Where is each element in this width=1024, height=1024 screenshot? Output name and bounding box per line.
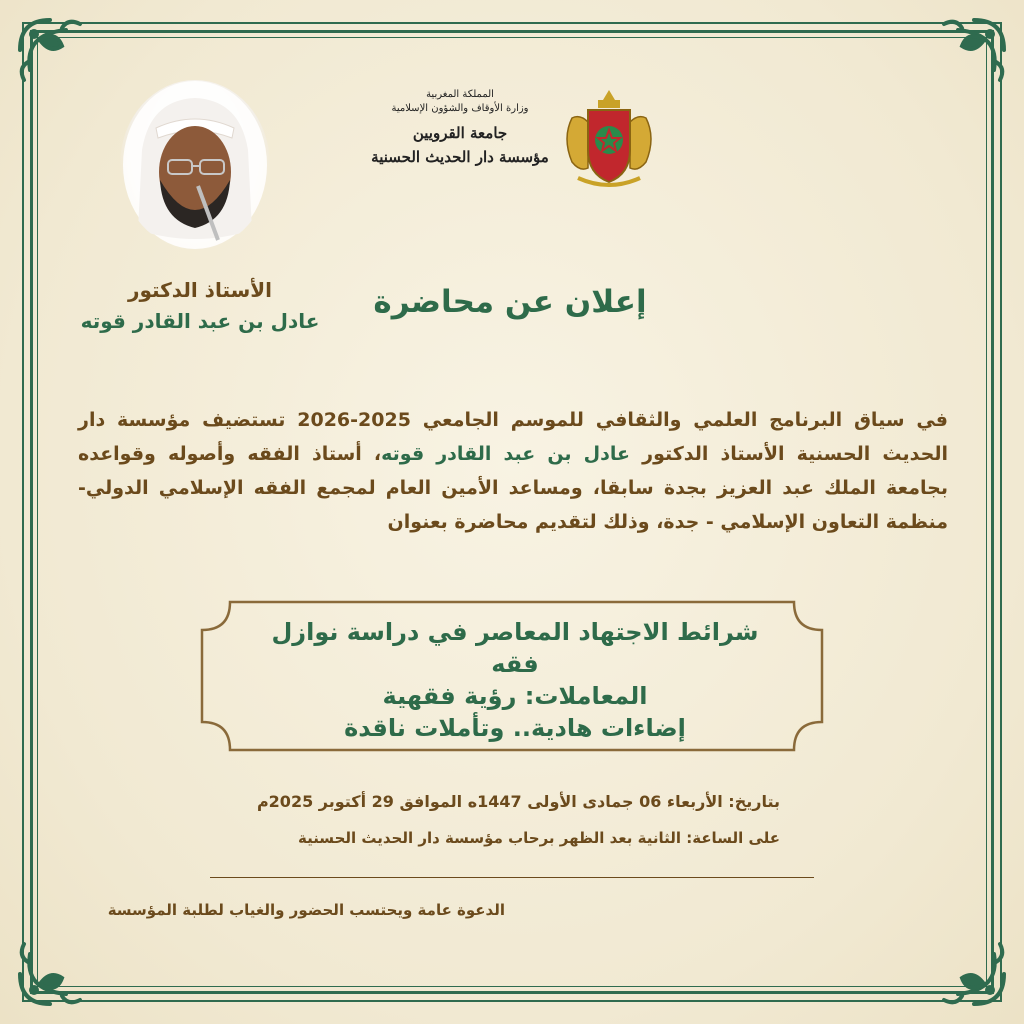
- intro-text-part2: ، أستاذ الفقه وأصوله وقواعده بجامعة الملك عبد العزيز بجدة سابقا، ومساعد الأمين العام لمجمع الفقه الإسلامي الدولي- منظمة التعاون الإسلامي - جدة، وذلك لتقديم محاضرة بعنوان: [78, 443, 948, 533]
- lecture-title: [245, 616, 785, 744]
- lecture-details: [250, 787, 780, 853]
- speaker-portrait: [120, 80, 270, 250]
- royal-coat-of-arms-icon: [558, 88, 660, 192]
- institution-header: [370, 88, 550, 168]
- corner-ornament-icon: [10, 918, 106, 1014]
- speaker-title: الأستاذ الدكتور: [127, 278, 273, 302]
- kingdom-label: المملكة المغربية: [426, 89, 494, 100]
- lecture-time-location: على الساعة: الثانية بعد الظهر برحاب مؤسسة دار الحديث الحسنية: [297, 829, 780, 847]
- intro-paragraph: [78, 403, 948, 539]
- lecture-title-line2: المعاملات: رؤية فقهية: [382, 682, 648, 710]
- speaker-caption: [70, 276, 330, 338]
- page-title: إعلان عن محاضرة: [373, 284, 647, 320]
- corner-ornament-icon: [10, 10, 106, 106]
- speaker-name: عادل بن عبد القادر قوته: [80, 309, 320, 333]
- intro-speaker-highlight: عادل بن عبد القادر قوته: [381, 443, 631, 465]
- ministry-label: وزارة الأوقاف والشؤون الإسلامية: [391, 103, 529, 114]
- corner-ornament-icon: [918, 10, 1014, 106]
- lecture-title-line1: شرائط الاجتهاد المعاصر في دراسة نوازل فقه: [271, 618, 759, 678]
- divider: [210, 877, 814, 878]
- intro-text-part1: في سياق البرنامج العلمي والثقافي للموسم الجامعي 2025-2026 تستضيف مؤسسة دار الحديث الحسنية الأستاذ الدكتور: [78, 409, 949, 465]
- corner-ornament-icon: [918, 918, 1014, 1014]
- university-label: جامعة القرويين: [412, 124, 508, 142]
- footer-note: الدعوة عامة ويحتسب الحضور والغياب لطلبة المؤسسة: [107, 901, 505, 919]
- institution-label: مؤسسة دار الحديث الحسنية: [371, 148, 549, 166]
- lecture-title-line3: إضاءات هادية.. وتأملات ناقدة: [344, 714, 686, 742]
- lecture-date: بتاريخ: الأربعاء 06 جمادى الأولى 1447ه الموافق 29 أكتوبر 2025م: [256, 792, 780, 811]
